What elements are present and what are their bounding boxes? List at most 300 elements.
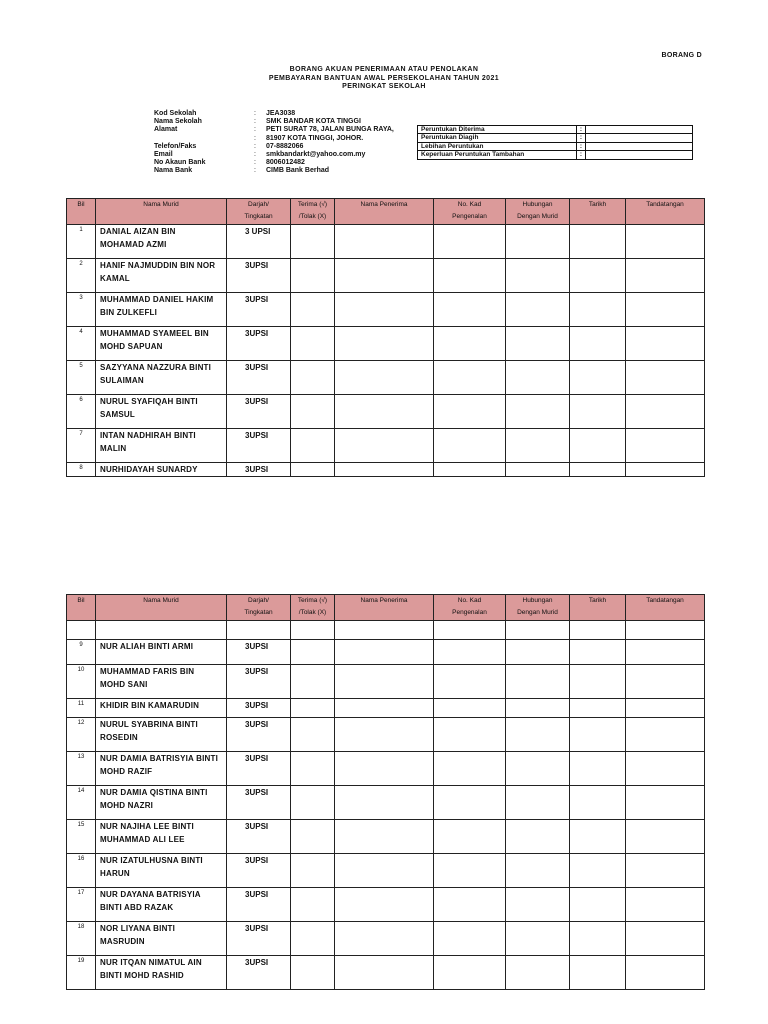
signature-cell <box>626 429 705 463</box>
name-line: NURUL SYABRINA BINTI <box>100 720 198 729</box>
name-line: HANIF NAJMUDDIN BIN NOR <box>100 261 216 270</box>
signature-cell <box>626 640 705 665</box>
row-number: 13 <box>67 752 96 786</box>
allocation-label: Peruntukan Diterima <box>418 126 577 134</box>
student-class: 3UPSI <box>227 786 291 820</box>
info-label: Alamat <box>154 126 178 134</box>
relationship-cell <box>506 429 570 463</box>
student-name <box>96 956 227 990</box>
accept-reject-cell <box>291 665 335 699</box>
header-text: Tandatangan <box>646 597 684 604</box>
name-line: NUR IZATULHUSNA BINTI <box>100 856 203 865</box>
column-header <box>434 199 506 225</box>
student-class: 3UPSI <box>227 956 291 990</box>
accept-reject-cell <box>291 699 335 718</box>
name-line: HARUN <box>100 869 130 878</box>
student-row <box>67 786 705 820</box>
row-number: 15 <box>67 820 96 854</box>
allocation-value <box>586 134 693 142</box>
accept-reject-cell <box>291 429 335 463</box>
student-row <box>67 327 705 361</box>
signature-cell <box>626 718 705 752</box>
signature-cell <box>626 225 705 259</box>
row-number: 5 <box>67 361 96 395</box>
info-value: 8006012482 <box>266 159 305 167</box>
allocation-colon: : <box>577 134 586 142</box>
name-line: NURUL SYAFIQAH BINTI <box>100 397 198 406</box>
info-row <box>154 126 394 134</box>
column-header <box>227 595 291 621</box>
student-row <box>67 429 705 463</box>
date-cell <box>570 786 626 820</box>
accept-reject-cell <box>291 259 335 293</box>
ic-number-cell <box>434 429 506 463</box>
student-row <box>67 225 705 259</box>
header-text: Dengan Murid <box>517 609 558 616</box>
ic-number-cell <box>434 956 506 990</box>
signature-cell <box>626 293 705 327</box>
date-cell <box>570 956 626 990</box>
ic-number-cell <box>434 752 506 786</box>
allocation-value <box>586 151 693 159</box>
recipient-name-cell <box>335 361 434 395</box>
student-row <box>67 888 705 922</box>
relationship-cell <box>506 718 570 752</box>
name-line: KHIDIR BIN KAMARUDIN <box>100 701 200 710</box>
name-line: NUR DAYANA BATRISYIA <box>100 890 201 899</box>
column-header <box>227 199 291 225</box>
signature-cell <box>626 956 705 990</box>
accept-reject-cell <box>291 786 335 820</box>
column-header <box>96 199 227 225</box>
allocation-colon: : <box>577 142 586 150</box>
student-class: 3UPSI <box>227 820 291 854</box>
student-row <box>67 293 705 327</box>
signature-cell <box>626 888 705 922</box>
student-class: 3UPSI <box>227 752 291 786</box>
student-class: 3UPSI <box>227 361 291 395</box>
allocation-row <box>418 151 693 159</box>
row-number: 4 <box>67 327 96 361</box>
ic-number-cell <box>434 786 506 820</box>
recipient-name-cell <box>335 327 434 361</box>
column-header <box>335 595 434 621</box>
date-cell <box>570 752 626 786</box>
header-text: Tarikh <box>588 201 607 208</box>
column-header <box>626 595 705 621</box>
form-title: BORANG AKUAN PENERIMAAN ATAU PENOLAKAN <box>289 66 479 73</box>
info-row <box>154 110 394 118</box>
recipient-name-cell <box>335 429 434 463</box>
date-cell <box>570 463 626 477</box>
relationship-cell <box>506 640 570 665</box>
column-header <box>434 595 506 621</box>
row-number: 2 <box>67 259 96 293</box>
name-line: INTAN NADHIRAH BINTI <box>100 431 196 440</box>
info-label: Kod Sekolah <box>154 110 197 117</box>
student-name <box>96 922 227 956</box>
relationship-cell <box>506 463 570 477</box>
name-line: MALIN <box>100 444 127 453</box>
ic-number-cell <box>434 640 506 665</box>
signature-cell <box>626 259 705 293</box>
student-name <box>96 786 227 820</box>
allocation-table <box>417 125 693 160</box>
ic-number-cell <box>434 293 506 327</box>
allocation-label: Keperluan Peruntukan Tambahan <box>418 151 577 159</box>
header-text: Bil <box>77 597 85 604</box>
row-number: 18 <box>67 922 96 956</box>
name-line: KAMAL <box>100 274 130 283</box>
student-row <box>67 395 705 429</box>
name-line: SAZYYANA NAZZURA BINTI <box>100 363 212 372</box>
row-number: 1 <box>67 225 96 259</box>
accept-reject-cell <box>291 640 335 665</box>
students-table-1 <box>66 198 705 477</box>
student-name <box>96 361 227 395</box>
relationship-cell <box>506 699 570 718</box>
column-header <box>67 199 96 225</box>
info-colon: : <box>254 134 256 142</box>
signature-cell <box>626 327 705 361</box>
student-name <box>96 854 227 888</box>
accept-reject-cell <box>291 463 335 477</box>
info-colon: : <box>254 110 256 117</box>
student-class: 3UPSI <box>227 259 291 293</box>
ic-number-cell <box>434 259 506 293</box>
name-line: MOHAMAD AZMI <box>100 240 167 249</box>
student-row <box>67 463 705 477</box>
student-name <box>96 699 227 718</box>
relationship-cell <box>506 956 570 990</box>
name-line: DANIAL AIZAN BIN <box>100 227 176 236</box>
row-number: 9 <box>67 640 96 665</box>
student-class: 3UPSI <box>227 395 291 429</box>
header-text: Hubungan <box>522 597 553 604</box>
header-text: Nama Penerima <box>360 201 408 208</box>
info-colon: : <box>254 159 256 167</box>
header-text: Pengenalan <box>452 609 487 616</box>
relationship-cell <box>506 922 570 956</box>
header-text: Nama Murid <box>143 201 179 208</box>
header-text: Nama Penerima <box>360 597 408 604</box>
name-line: BINTI ABD RAZAK <box>100 903 174 912</box>
signature-cell <box>626 463 705 477</box>
row-number <box>67 621 96 640</box>
header-text: Terima (√) <box>297 597 328 604</box>
relationship-cell <box>506 888 570 922</box>
student-name <box>96 395 227 429</box>
students-table-2 <box>66 594 705 990</box>
allocation-row <box>418 126 693 134</box>
student-name <box>96 665 227 699</box>
student-name <box>96 820 227 854</box>
student-class: 3UPSI <box>227 665 291 699</box>
info-row <box>154 143 394 151</box>
student-row <box>67 752 705 786</box>
student-class: 3UPSI <box>227 327 291 361</box>
student-class: 3UPSI <box>227 888 291 922</box>
student-row <box>67 621 705 640</box>
column-header <box>570 595 626 621</box>
ic-number-cell <box>434 718 506 752</box>
header-text: Bil <box>77 201 85 208</box>
row-number: 17 <box>67 888 96 922</box>
student-class: 3UPSI <box>227 429 291 463</box>
column-header <box>291 199 335 225</box>
recipient-name-cell <box>335 640 434 665</box>
student-name <box>96 429 227 463</box>
header-text: Tarikh <box>588 597 607 604</box>
info-value: 81907 KOTA TINGGI, JOHOR. <box>266 134 364 142</box>
column-header <box>291 595 335 621</box>
header-text: Darjah/ <box>248 597 269 604</box>
recipient-name-cell <box>335 786 434 820</box>
recipient-name-cell <box>335 699 434 718</box>
date-cell <box>570 665 626 699</box>
allocation-label: Peruntukan Diagih <box>418 134 577 142</box>
date-cell <box>570 718 626 752</box>
ic-number-cell <box>434 225 506 259</box>
student-row <box>67 820 705 854</box>
name-line: MASRUDIN <box>100 937 145 946</box>
column-header <box>626 199 705 225</box>
student-row <box>67 259 705 293</box>
name-line: NURHIDAYAH SUNARDY <box>100 465 198 474</box>
row-number: 12 <box>67 718 96 752</box>
date-cell <box>570 621 626 640</box>
student-class: 3UPSI <box>227 922 291 956</box>
recipient-name-cell <box>335 225 434 259</box>
info-label: No Akaun Bank <box>154 159 206 167</box>
recipient-name-cell <box>335 956 434 990</box>
student-class: 3UPSI <box>227 854 291 888</box>
accept-reject-cell <box>291 820 335 854</box>
form-titles <box>0 66 768 92</box>
name-line: NUR NAJIHA LEE BINTI <box>100 822 194 831</box>
relationship-cell <box>506 820 570 854</box>
school-info <box>154 110 394 176</box>
student-class: 3 UPSI <box>227 225 291 259</box>
name-line: NUR DAMIA BATRISYIA BINTI <box>100 754 219 763</box>
relationship-cell <box>506 327 570 361</box>
name-line: NOR LIYANA BINTI <box>100 924 176 933</box>
date-cell <box>570 922 626 956</box>
relationship-cell <box>506 225 570 259</box>
student-row <box>67 665 705 699</box>
ic-number-cell <box>434 361 506 395</box>
header-text: No. Kad <box>457 597 482 604</box>
accept-reject-cell <box>291 225 335 259</box>
signature-cell <box>626 665 705 699</box>
signature-cell <box>626 361 705 395</box>
info-value: smkbandarkt@yahoo.com.my <box>266 151 366 159</box>
info-colon: : <box>254 118 256 126</box>
info-label: Nama Sekolah <box>154 118 202 126</box>
column-header <box>67 595 96 621</box>
info-value: PETI SURAT 78, JALAN BUNGA RAYA, <box>266 126 394 134</box>
student-name <box>96 293 227 327</box>
student-name <box>96 463 227 477</box>
header-row <box>67 595 705 621</box>
info-value: JEA3038 <box>266 110 296 117</box>
name-line: MUHAMMAD FARIS BIN <box>100 667 195 676</box>
student-row <box>67 640 705 665</box>
name-line: ROSEDIN <box>100 733 138 742</box>
recipient-name-cell <box>335 621 434 640</box>
accept-reject-cell <box>291 395 335 429</box>
info-colon: : <box>254 142 256 150</box>
header-text: /Tolak (X) <box>298 213 327 220</box>
column-header <box>335 199 434 225</box>
relationship-cell <box>506 395 570 429</box>
column-header <box>96 595 227 621</box>
student-name <box>96 888 227 922</box>
name-line: NUR ITQAN NIMATUL AIN <box>100 958 202 967</box>
info-colon: : <box>254 126 256 134</box>
header-text: Tandatangan <box>646 201 684 208</box>
header-text: /Tolak (X) <box>298 609 327 616</box>
date-cell <box>570 429 626 463</box>
ic-number-cell <box>434 665 506 699</box>
relationship-cell <box>506 786 570 820</box>
signature-cell <box>626 854 705 888</box>
date-cell <box>570 361 626 395</box>
header-text: No. Kad <box>457 201 482 208</box>
accept-reject-cell <box>291 956 335 990</box>
info-label: Email <box>154 151 173 159</box>
recipient-name-cell <box>335 463 434 477</box>
info-label: Telefon/Faks <box>154 142 197 150</box>
relationship-cell <box>506 621 570 640</box>
info-label: Nama Bank <box>154 167 193 175</box>
student-class: 3UPSI <box>227 463 291 477</box>
name-line: MOHD NAZRI <box>100 801 154 810</box>
student-name <box>96 327 227 361</box>
relationship-cell <box>506 665 570 699</box>
allocation-label: Lebihan Peruntukan <box>418 142 577 150</box>
info-row <box>154 151 394 159</box>
row-number: 11 <box>67 699 96 718</box>
student-class: 3UPSI <box>227 699 291 718</box>
column-header <box>570 199 626 225</box>
name-line: MUHAMMAD SYAMEEL BIN <box>100 329 209 338</box>
date-cell <box>570 888 626 922</box>
header-row <box>67 199 705 225</box>
accept-reject-cell <box>291 621 335 640</box>
allocation-row <box>418 134 693 142</box>
recipient-name-cell <box>335 820 434 854</box>
name-line: MUHAMMAD ALI LEE <box>100 835 185 844</box>
student-name <box>96 752 227 786</box>
accept-reject-cell <box>291 327 335 361</box>
ic-number-cell <box>434 854 506 888</box>
header-text: Tingkatan <box>244 609 273 616</box>
student-name <box>96 621 227 640</box>
recipient-name-cell <box>335 854 434 888</box>
relationship-cell <box>506 259 570 293</box>
date-cell <box>570 640 626 665</box>
header-text: Nama Murid <box>143 597 179 604</box>
info-row <box>154 159 394 167</box>
row-number: 16 <box>67 854 96 888</box>
row-number: 19 <box>67 956 96 990</box>
name-line: MOHD SAPUAN <box>100 342 163 351</box>
student-row <box>67 699 705 718</box>
allocation-value <box>586 142 693 150</box>
student-name <box>96 640 227 665</box>
date-cell <box>570 225 626 259</box>
relationship-cell <box>506 361 570 395</box>
recipient-name-cell <box>335 293 434 327</box>
name-line: SULAIMAN <box>100 376 144 385</box>
name-line: BIN ZULKEFLI <box>100 308 158 317</box>
ic-number-cell <box>434 621 506 640</box>
date-cell <box>570 259 626 293</box>
student-class: 3UPSI <box>227 640 291 665</box>
info-colon: : <box>254 151 256 159</box>
info-row <box>154 167 394 175</box>
accept-reject-cell <box>291 361 335 395</box>
date-cell <box>570 327 626 361</box>
header-text: Darjah/ <box>248 201 269 208</box>
info-row <box>154 118 394 126</box>
ic-number-cell <box>434 463 506 477</box>
header-text: Pengenalan <box>452 213 487 220</box>
student-row <box>67 956 705 990</box>
relationship-cell <box>506 293 570 327</box>
recipient-name-cell <box>335 922 434 956</box>
accept-reject-cell <box>291 718 335 752</box>
name-line: MOHD RAZIF <box>100 767 153 776</box>
name-line: BINTI MOHD RASHID <box>100 971 184 980</box>
student-name <box>96 225 227 259</box>
header-text: Dengan Murid <box>517 213 558 220</box>
date-cell <box>570 699 626 718</box>
name-line: MUHAMMAD DANIEL HAKIM <box>100 295 214 304</box>
date-cell <box>570 293 626 327</box>
header-text: Terima (√) <box>297 201 328 208</box>
student-name <box>96 259 227 293</box>
student-class <box>227 621 291 640</box>
recipient-name-cell <box>335 888 434 922</box>
signature-cell <box>626 820 705 854</box>
form-code: BORANG D <box>661 52 702 59</box>
allocation-colon: : <box>577 126 586 134</box>
recipient-name-cell <box>335 752 434 786</box>
ic-number-cell <box>434 395 506 429</box>
info-colon: : <box>254 167 256 175</box>
row-number: 6 <box>67 395 96 429</box>
allocation-value <box>586 126 693 134</box>
date-cell <box>570 395 626 429</box>
info-value: 07-8882066 <box>266 142 304 150</box>
student-class: 3UPSI <box>227 293 291 327</box>
signature-cell <box>626 699 705 718</box>
header-text: Tingkatan <box>244 213 273 220</box>
ic-number-cell <box>434 888 506 922</box>
recipient-name-cell <box>335 395 434 429</box>
name-line: NUR ALIAH BINTI ARMI <box>100 642 194 651</box>
column-header <box>506 595 570 621</box>
name-line: NUR DAMIA QISTINA BINTI <box>100 788 208 797</box>
date-cell <box>570 820 626 854</box>
form-level: PERINGKAT SEKOLAH <box>342 83 426 90</box>
ic-number-cell <box>434 922 506 956</box>
row-number: 14 <box>67 786 96 820</box>
header-text: Hubungan <box>522 201 553 208</box>
ic-number-cell <box>434 327 506 361</box>
